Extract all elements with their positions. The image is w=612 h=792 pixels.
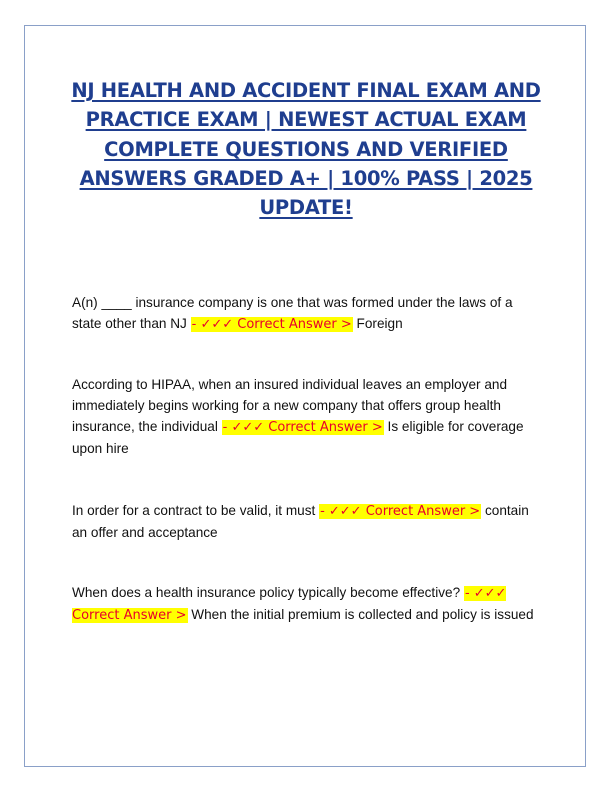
correct-answer-marker: - ✓✓✓ Correct Answer > <box>222 420 383 435</box>
correct-answer-marker: - ✓✓✓ Correct Answer > <box>320 504 481 519</box>
qa-item-1 <box>72 292 542 335</box>
answer-text: contain an offer and acceptance <box>72 503 529 540</box>
qa-item-2 <box>72 374 542 459</box>
answer-text: Foreign <box>356 316 403 331</box>
correct-answer-marker: - ✓✓✓ Correct Answer > <box>72 586 507 623</box>
question-text: According to HIPAA, when an insured individual leaves an employer and immediately begins working for a new company that offers group health insurance, the individual <box>72 377 507 434</box>
answer-text: Is eligible for coverage upon hire <box>72 419 524 456</box>
answer-text: When the initial premium is collected and policy is issued <box>191 607 534 622</box>
question-text: In order for a contract to be valid, it must <box>72 503 316 518</box>
question-text: A(n) ____ insurance company is one that was formed under the laws of a state other than NJ <box>72 295 513 331</box>
correct-answer-marker: - ✓✓✓ Correct Answer > <box>191 317 352 332</box>
qa-item-4 <box>72 582 542 626</box>
qa-item-3 <box>72 500 542 543</box>
document-title: NJ HEALTH AND ACCIDENT FINAL EXAM AND PRACTICE EXAM | NEWEST ACTUAL EXAM COMPLETE QUESTIONS AND VERIFIED ANSWERS GRADED A+ | 100% PASS | 2025 UPDATE! <box>71 79 541 220</box>
question-text: When does a health insurance policy typically become effective? <box>72 585 461 600</box>
